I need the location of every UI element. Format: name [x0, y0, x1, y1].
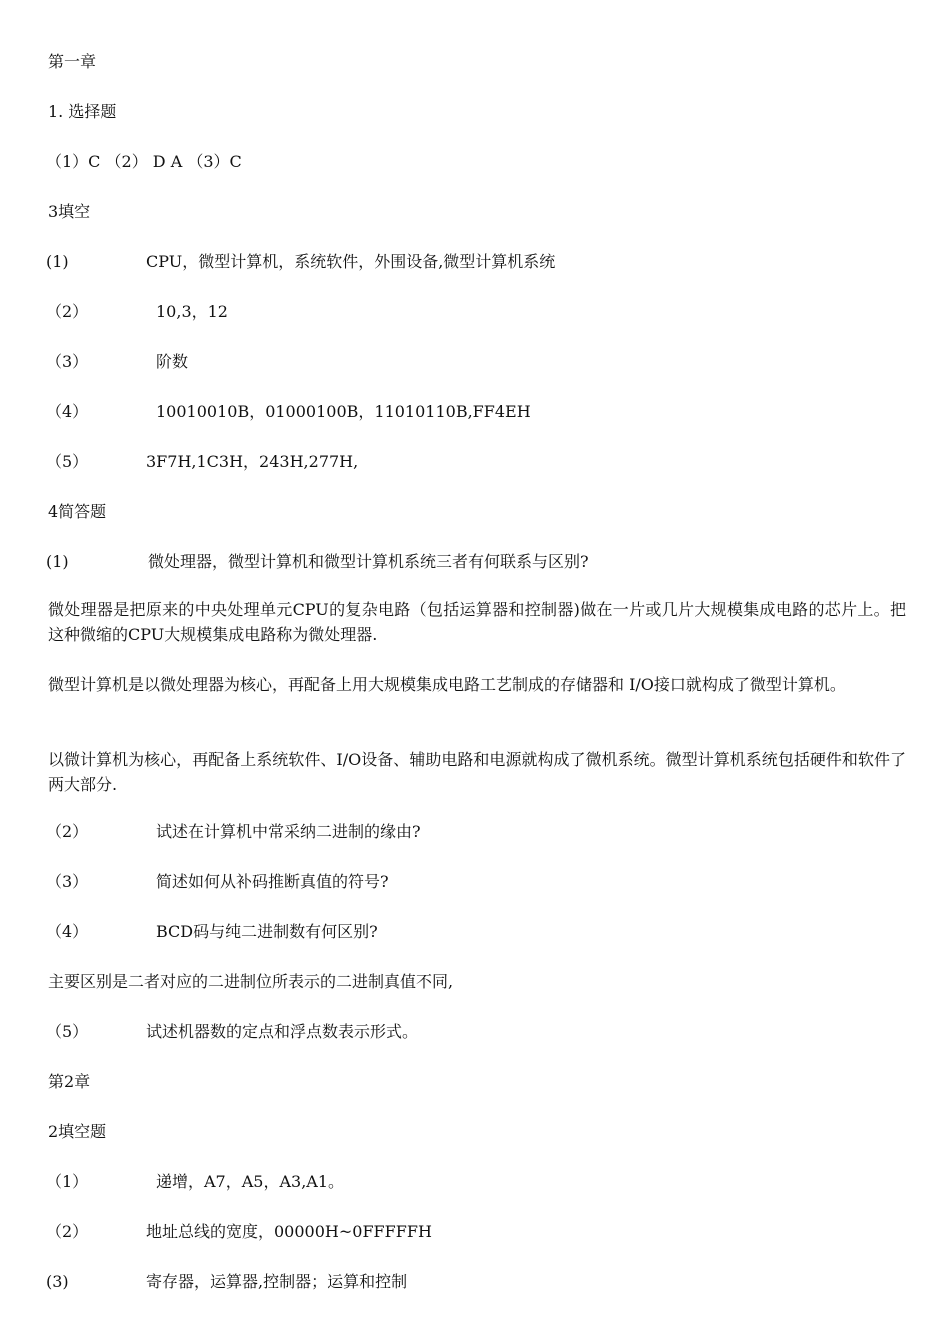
answer-paragraph: 以微计算机为核心，再配备上系统软件、I/O设备、辅助电路和电源就构成了微机系统。微型计算机系统包括硬件和软件了两大部分.: [48, 750, 906, 794]
fill-item-number: （2）: [46, 302, 89, 321]
question-text: 微处理器，微型计算机和微型计算机系统三者有何联系与区别?: [148, 552, 589, 571]
fill-item-number: （4）: [46, 402, 89, 421]
chapter-2-title: 第2章: [48, 1072, 91, 1091]
question-text: 试述机器数的定点和浮点数表示形式。: [146, 1022, 419, 1041]
question-text: BCD码与纯二进制数有何区别?: [156, 922, 378, 941]
chapter-1-title: 第一章: [48, 52, 97, 71]
fill-item-answer: 10010010B，01000100B，11010110B,FF4EH: [156, 402, 531, 421]
fill-item-number: （2）: [46, 1222, 89, 1241]
question-number: （4）: [46, 922, 89, 941]
fill-item-number: （1）: [46, 1172, 89, 1191]
question-text: 简述如何从补码推断真值的符号?: [156, 872, 389, 891]
section-fill-blank-heading: 2填空题: [48, 1122, 107, 1141]
fill-item-answer: 地址总线的宽度，00000H~0FFFFFH: [146, 1222, 432, 1241]
section-fill-blank-heading: 3填空: [48, 202, 91, 221]
fill-item-number: (3): [46, 1272, 69, 1291]
fill-item-answer: 递增，A7，A5，A3,A1。: [156, 1172, 345, 1191]
fill-item-answer: 寄存器，运算器,控制器；运算和控制: [146, 1272, 408, 1291]
fill-item-answer: CPU，微型计算机，系统软件，外围设备,微型计算机系统: [146, 252, 556, 271]
fill-item-answer: 3F7H,1C3H，243H,277H,: [146, 452, 359, 471]
question-number: （3）: [46, 872, 89, 891]
answer-paragraph: 微型计算机是以微处理器为核心，再配备上用大规模集成电路工艺制成的存储器和 I/O接口就构成了微型计算机。: [48, 675, 846, 694]
answer-paragraph: 微处理器是把原来的中央处理单元CPU的复杂电路（包括运算器和控制器)做在一片或几片大规模集成电路的芯片上。把这种微缩的CPU大规模集成电路称为微处理器.: [48, 600, 906, 644]
fill-item-number: （5）: [46, 452, 89, 471]
section-short-answer-heading: 4简答题: [48, 502, 107, 521]
question-text: 试述在计算机中常采纳二进制的缘由?: [156, 822, 421, 841]
fill-item-number: (1): [46, 252, 69, 271]
answer-line: 主要区别是二者对应的二进制位所表示的二进制真值不同,: [48, 972, 454, 991]
question-number: (1): [46, 552, 69, 571]
fill-item-answer: 阶数: [156, 352, 189, 371]
question-number: （5）: [46, 1022, 89, 1041]
multiple-choice-answers: （1）C （2） D A （3）C: [46, 152, 242, 171]
fill-item-number: （3）: [46, 352, 89, 371]
question-number: （2）: [46, 822, 89, 841]
section-multiple-choice-heading: 1. 选择题: [48, 102, 117, 121]
fill-item-answer: 10,3，12: [156, 302, 228, 321]
